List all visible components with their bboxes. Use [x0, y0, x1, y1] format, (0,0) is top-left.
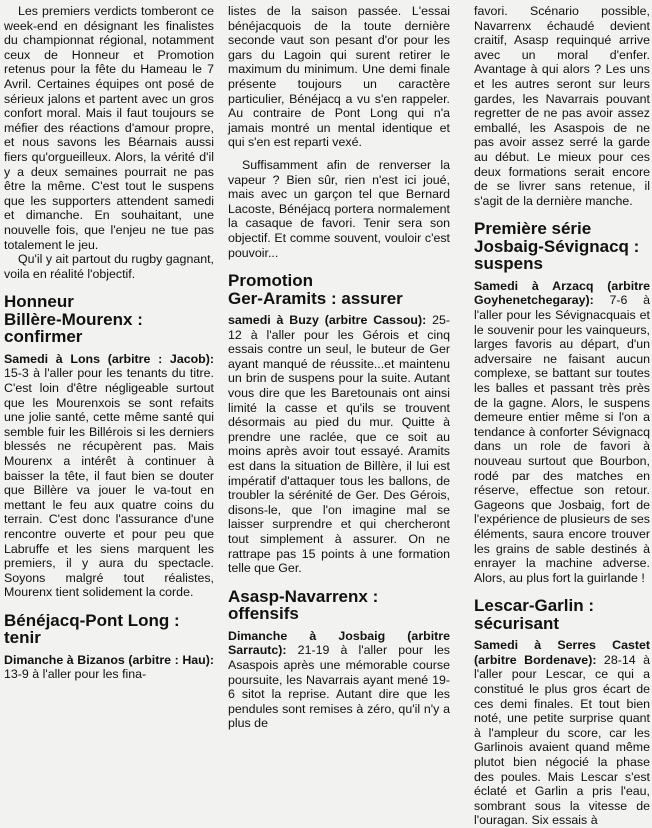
heading-line: Lescar-Garlin :	[474, 596, 594, 616]
match-lead: Samedi à Arzacq (arbitre Goyhenetchegaray):	[474, 278, 650, 308]
section-heading-honneur	[4, 293, 214, 346]
heading-line: Honneur	[4, 292, 74, 312]
heading-line: Première série	[474, 219, 592, 239]
section-heading-lescar	[474, 597, 650, 632]
article-body: 15-3 à l'aller pour les tenants du titre. C'est loin d'être négligeable surtout que les Mourenxois se sont refaits une jolie santé, cette même santé qui semble fuir les Billérois si les derniers blessés ne récupèrent pas. Mais Mourenx a intérêt à continuer à baisser la tête, il faut bien se douter que Billère va jouer le va-tout en mettant le feu aux quatre coins du terrain. C'est donc l'assurance d'une rencontre ouverte et pour peu que Labruffe et les siens marquent les premiers, il y aura du spectacle. Soyons malgré tout réalistes, Mourenx tient solidement la corde.	[4, 366, 214, 600]
heading-line: suspens	[474, 254, 543, 274]
heading-line: Promotion	[228, 271, 313, 291]
article-josbaig-sevignacq	[474, 279, 650, 585]
article-benejacq-pont-long	[4, 653, 214, 682]
match-lead: Samedi à Serres Castet (arbitre Bordenave):	[474, 638, 650, 667]
section-heading-premiere-serie	[474, 220, 650, 273]
column-3	[474, 4, 650, 828]
section-heading-asasp	[228, 588, 450, 623]
article-paragraph: Suffisamment afin de renverser la vapeur ? Bien sûr, rien n'est ici joué, mais avec un garçon tel que Bernard Lacoste, Bénéjacq portera normalement la casaque de favori. Tenir sera son objectif. Et comme souvent, vouloir c'est pouvoir...	[228, 157, 450, 260]
match-lead: Dimanche à Bizanos (arbitre : Hau):	[4, 652, 214, 667]
heading-line: Billère-Mourenx :	[4, 309, 143, 329]
heading-line: tenir	[4, 628, 41, 648]
match-lead: samedi à Buzy (arbitre Cassou):	[228, 313, 427, 328]
article-body: 25-12 à l'aller pour les Gérois et cinq essais contre un seul, le buteur de Ger ayant manqué de réussite...et maintenu un brin de suspens pour la suite. Autant vous dire que les Baretounais ont ainsi limité la casse et qu'ils se trouvent désormais au pied du mur. Quitte à prendre une raclée, que ce soit au moins après avoir tout essayé. Aramits est dans la situation de Billère, il lui est impératif d'attaquer tous les ballons, de troubler la sérénité de Ger. Des Gérois, disons-le, que l'on imagine mal se laisser surprendre et qui chercheront tout simplement à assurer. On ne rattrape pas 15 points à une formation telle que Ger.	[228, 313, 450, 576]
article-body: 21-19 à l'aller pour les Asaspois après une mémorable course poursuite, les Navarrais ayant mené 19-6 sitot la reprise. Autant dire que les pendules sont remises à zéro, qu'il n'y a plus de	[228, 643, 450, 731]
match-lead: Dimanche à Josbaig (arbitre Sarrautc):	[228, 628, 450, 658]
match-lead: Samedi à Lons (arbitre : Jacob):	[4, 351, 214, 366]
column-1	[4, 4, 214, 767]
section-heading-promotion	[228, 272, 450, 307]
article-body: 13-9 à l'aller pour les fina-	[4, 667, 147, 682]
article-lescar-garlin	[474, 638, 650, 828]
heading-line: sécurisant	[474, 613, 560, 633]
article-continuation: listes de la saison passée. L'essai bénéjacquois de la toute dernière seconde vaut son pesant d'or pour les gars du Lagoin qui surent retirer le maximum du minimum. Une demi finale présente toujours un caractère particulier, Bénéjacq a vu s'en rappeler. Au contraire de Pont Long qui n'a jamais montré un mental identique et qui s'en est reparti vexé.	[228, 4, 450, 150]
intro-paragraph: Les premiers verdicts tomberont ce week-end en désignant les finalistes du championnat régional, notamment ceux de Honneur et Promotion retenus pour la fête du Hameau le 7 Avril. Certaines équipes ont posé de sérieux jalons et partent avec un gros confort moral. Mais il faut toujours se méfier des réactions d'amour propre, et nous savons les Béarnais aussi fiers qu'orgueilleux. Alors, la vérité d'il y a deux semaines pourrait ne pas être la même. C'est tout le suspens que les supporters attendent samedi et dimanche. En souhaitant, une nouvelle fois, que l'enjeu ne tue pas totalement le jeu.	[4, 4, 214, 252]
article-continuation: favori. Scénario possible, Navarrenx échaudé devient craitif, Asasp requinqué arrive avec un moral d'enfer. Avantage à qui alors ? Les uns et les autres seront sur leurs gardes, les Navarrais pouvant regretter de ne pas avoir assez emballé, les Asaspois de ne pas avoir assez serré la garde au début. Le mieux pour ces deux formations serait encore de se livrer sans retenue, il s'agit de la dernière manche.	[474, 4, 650, 208]
section-heading-benejacq	[4, 612, 214, 647]
article-asasp-navarrenx	[228, 629, 450, 731]
heading-line: offensifs	[228, 604, 299, 624]
article-billere-mourenx	[4, 352, 214, 600]
intro-closing-paragraph: Qu'il y ait partout du rugby gagnant, voila en réalité l'objectif.	[4, 252, 214, 281]
heading-line: confirmer	[4, 327, 83, 347]
heading-line: Bénéjacq-Pont Long :	[4, 610, 180, 630]
heading-line: Asasp-Navarrenx :	[228, 586, 379, 606]
heading-line: Josbaig-Sévignacq :	[474, 236, 640, 256]
article-body: 28-14 à l'aller pour Lescar, ce qui a constitué le plus gros écart de ces demi finales. Et tout bien noté, une petite surprise quant à l'ampleur du score, car les Garlinois avaient quand même plutot bien négocié la phase des poules. Mais Lescar s'est éclaté et Garlin a pris l'eau, sombrant sous la vitesse de l'ouragan. Six essais à	[474, 652, 650, 828]
article-ger-aramits	[228, 313, 450, 576]
heading-line: Ger-Aramits : assurer	[228, 288, 403, 308]
article-body: 7-6 à l'aller pour les Sévignacquais et le souvenir pour les vainqueurs, larges favoris au départ, d'un adversaire ne faisant aucun complexe, se battant sur toutes les balles et passant très près de la gagne. Alors, le suspens demeure entier même si l'on a tendance à conforter Sévignacq dans un role de favori à nouveau surtout que Bourbon, rodé par des matches en réserve, effectue son retour. Gageons que Josbaig, fort de l'expérience de plusieurs de ses éléments, saura encore trouver les grains de sable destinés à enrayer la machine adverse. Alors, au plus fort la guirlande !	[474, 293, 650, 585]
column-2	[228, 4, 450, 767]
